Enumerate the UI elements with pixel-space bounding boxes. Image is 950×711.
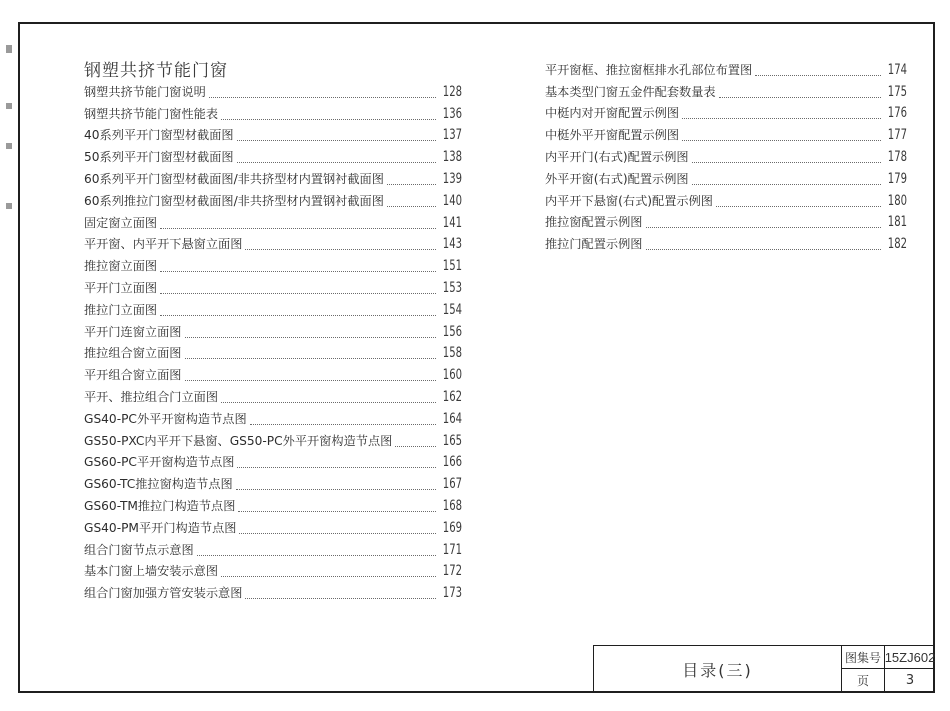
leader-dots [160,271,436,272]
toc-entry-page: 172 [442,563,462,580]
toc-entry[interactable] [84,146,462,168]
toc-entry[interactable] [545,190,907,212]
toc-entry-title: 平开、推拉组合门立面图 [84,389,219,404]
toc-entry[interactable] [545,233,907,255]
toc-entry[interactable] [545,124,907,146]
toc-entry-page: 153 [442,279,462,296]
toc-entry-title: 平开门立面图 [84,280,158,295]
toc-entry-title: 推拉组合窗立面图 [84,346,182,361]
toc-entry[interactable] [545,103,907,125]
toc-entry-page: 164 [442,410,462,427]
toc-entry-title: 钢塑共挤节能门窗说明 [84,84,206,99]
toc-entry-title: GS60-TC推拉窗构造节点图 [84,477,233,492]
toc-entry-page: 171 [442,541,462,558]
toc-entry[interactable] [84,299,462,321]
toc-entry-page: 156 [442,323,462,340]
toc-entry-page: 138 [442,149,462,166]
toc-entry-title: 固定窗立面图 [84,215,158,230]
toc-entry-page: 136 [442,105,462,122]
toc-entry[interactable] [84,582,462,604]
toc-entry-page: 162 [442,388,462,405]
leader-dots [239,533,436,534]
leader-dots [160,228,436,229]
toc-entry-title: GS60-TM推拉门构造节点图 [84,498,236,513]
toc-entry[interactable] [84,364,462,386]
toc-right-column [545,59,907,255]
title-block [593,645,935,693]
leader-dots [237,467,436,468]
binding-margin-marks [4,45,14,225]
toc-entry-page: 165 [442,432,462,449]
toc-entry-title: 平开组合窗立面图 [84,368,182,383]
leader-dots [387,206,436,207]
atlas-number-label: 图集号 [842,646,885,669]
toc-entry-title: 60系列推拉门窗型材截面图/非共挤型材内置钢衬截面图 [84,193,384,208]
toc-entry-page: 167 [442,476,462,493]
toc-entry[interactable] [84,212,462,234]
toc-entry-page: 173 [442,585,462,602]
leader-dots [245,249,436,250]
leader-dots [221,119,436,120]
leader-dots [236,489,436,490]
toc-entry[interactable] [84,125,462,147]
toc-entry[interactable] [84,234,462,256]
leader-dots [238,511,436,512]
toc-entry-page: 154 [442,301,462,318]
toc-entry-title: GS50-PXC内平开下悬窗、GS50-PC外平开窗构造节点图 [84,433,393,448]
toc-entry-title: 中梃内对开窗配置示例图 [545,106,680,121]
toc-entry-page: 160 [442,367,462,384]
toc-entry[interactable] [84,321,462,343]
title-block-title: 目录(三) [682,661,753,680]
toc-entry-page: 151 [442,258,462,275]
toc-entry[interactable] [84,430,462,452]
toc-entry-title: 组合门窗加强方管安装示意图 [84,586,243,601]
toc-entry-page: 174 [887,61,907,78]
leader-dots [755,75,881,76]
leader-dots [245,598,436,599]
toc-entry[interactable] [84,103,462,125]
leader-dots [692,162,881,163]
toc-entry[interactable] [84,495,462,517]
toc-entry-title: 内平开门(右式)配置示例图 [545,149,689,164]
toc-entry-title: 外平开窗(右式)配置示例图 [545,171,689,186]
leader-dots [221,402,436,403]
toc-entry-page: 177 [887,127,907,144]
title-block-grid [841,646,934,693]
toc-entry[interactable] [84,408,462,430]
toc-entry-page: 176 [887,105,907,122]
toc-entry-title: GS40-PM平开门构造节点图 [84,520,237,535]
page-label: 页 [842,669,885,692]
toc-entry-title: 内平开下悬窗(右式)配置示例图 [545,193,713,208]
leader-dots [682,118,881,119]
toc-entry-page: 175 [887,83,907,100]
toc-entry-title: 平开窗框、推拉窗框排水孔部位布置图 [545,62,753,77]
toc-entry-page: 178 [887,148,907,165]
toc-entry-title: 推拉门立面图 [84,302,158,317]
leader-dots [237,140,436,141]
leader-dots [209,97,436,98]
toc-entry-page: 137 [442,127,462,144]
toc-entry[interactable] [545,81,907,103]
leader-dots [197,555,436,556]
toc-entry-page: 179 [887,170,907,187]
toc-entry-page: 180 [887,192,907,209]
toc-entry-title: 平开门连窗立面图 [84,324,182,339]
toc-entry[interactable] [84,517,462,539]
toc-entry[interactable] [545,146,907,168]
toc-entry[interactable] [84,473,462,495]
toc-left-column [84,81,462,604]
toc-entry-title: 推拉门配置示例图 [545,237,643,252]
toc-entry[interactable] [84,539,462,561]
toc-entry[interactable] [545,212,907,234]
toc-entry-title: 60系列平开门窗型材截面图/非共挤型材内置钢衬截面图 [84,171,384,186]
toc-entry[interactable] [84,386,462,408]
toc-entry[interactable] [84,168,462,190]
toc-entry-title: GS60-PC平开窗构造节点图 [84,455,235,470]
page-number-value: 3 [905,673,915,688]
toc-entry-title: 组合门窗节点示意图 [84,542,194,557]
leader-dots [692,184,881,185]
toc-entry-title: 推拉窗立面图 [84,259,158,274]
toc-entry-page: 182 [887,236,907,253]
toc-entry-page: 166 [442,454,462,471]
leader-dots [160,293,436,294]
toc-entry-title: 钢塑共挤节能门窗性能表 [84,106,219,121]
toc-entry-title: 基本类型门窗五金件配套数量表 [545,84,716,99]
leader-dots [646,249,881,250]
toc-entry[interactable] [84,452,462,474]
toc-entry[interactable] [84,81,462,103]
toc-entry-page: 139 [442,170,462,187]
toc-entry-title: 基本门窗上墙安装示意图 [84,564,219,579]
leader-dots [716,206,881,207]
toc-entry[interactable] [84,190,462,212]
toc-entry-title: GS40-PC外平开窗构造节点图 [84,411,247,426]
toc-entry-page: 169 [442,519,462,536]
toc-entry-title: 平开窗、内平开下悬窗立面图 [84,237,243,252]
toc-entry[interactable] [84,277,462,299]
toc-entry-title: 中梃外平开窗配置示例图 [545,128,680,143]
toc-entry-page: 158 [442,345,462,362]
leader-dots [160,315,436,316]
toc-entry[interactable] [84,343,462,365]
leader-dots [185,337,436,338]
section-title: 钢塑共挤节能门窗 [84,61,228,81]
leader-dots [221,576,436,577]
toc-entry[interactable] [84,255,462,277]
leader-dots [646,227,881,228]
toc-entry-page: 141 [442,214,462,231]
toc-entry-page: 128 [442,83,462,100]
leader-dots [185,358,436,359]
leader-dots [185,380,436,381]
atlas-number-value: 15ZJ602 [885,646,935,669]
toc-entry-page: 168 [442,497,462,514]
toc-entry[interactable] [545,168,907,190]
toc-entry-page: 140 [442,192,462,209]
toc-entry[interactable] [84,561,462,583]
leader-dots [395,446,436,447]
toc-entry-page: 143 [442,236,462,253]
toc-entry[interactable] [545,59,907,81]
leader-dots [682,140,881,141]
leader-dots [719,97,881,98]
toc-entry-title: 50系列平开门窗型材截面图 [84,150,234,165]
leader-dots [237,162,436,163]
toc-entry-page: 181 [887,214,907,231]
leader-dots [387,184,436,185]
leader-dots [250,424,436,425]
toc-entry-title: 推拉窗配置示例图 [545,215,643,230]
toc-entry-title: 40系列平开门窗型材截面图 [84,128,234,143]
